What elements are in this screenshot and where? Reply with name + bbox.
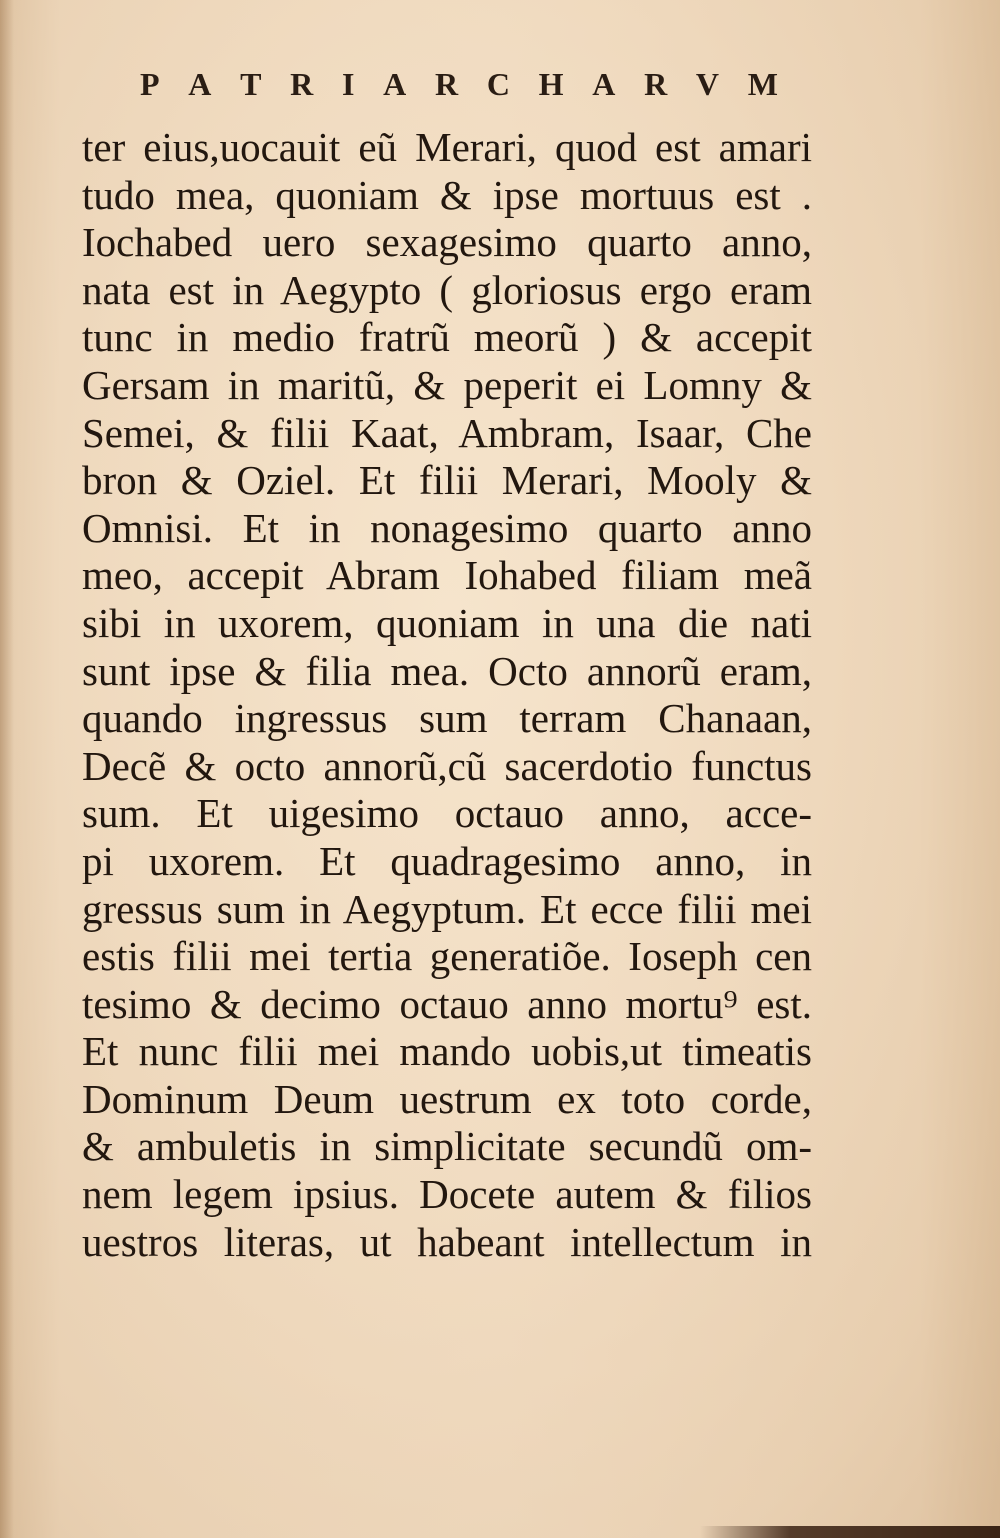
running-head [140, 66, 780, 103]
text-line: tunc in medio fratrũ meorũ ) & accepit [82, 314, 812, 361]
page-edge-shadow [700, 1526, 1000, 1538]
running-head-letter: R [290, 66, 316, 102]
running-head-letter: M [747, 66, 780, 102]
text-line: sunt ipse & filia mea. Octo annorũ eram, [82, 647, 812, 694]
running-head-letter: A [383, 66, 409, 102]
running-head-letter: P [140, 66, 162, 102]
body-text [82, 124, 812, 1266]
text-line: bron & Oziel. Et filii Merari, Mooly & [82, 457, 812, 504]
running-head-letter: R [434, 66, 461, 102]
text-line: Semei, & filii Kaat, Ambram, Isaar, Che [82, 409, 812, 456]
text-line: nem legem ipsius. Docete autem & filios [82, 1171, 812, 1218]
running-head-letter: V [695, 66, 722, 102]
text-line: Iochabed uero sexagesimo quarto anno, [82, 219, 812, 266]
text-line: Et nunc filii mei mando uobis,ut timeatis [82, 1028, 812, 1075]
text-line: estis filii mei tertia generatiõe. Ioseph cen [82, 933, 812, 980]
spine-shadow [0, 0, 14, 1538]
text-line: quando ingressus sum terram Chanaan, [82, 695, 812, 742]
text-line: uestros literas, ut habeant intellectum in [82, 1218, 812, 1265]
text-line: ter eius,uocauit eũ Merari, quod est amari [82, 124, 812, 170]
running-head-letter: R [644, 66, 670, 102]
text-line: & ambuletis in simplicitate secundũ om- [82, 1123, 812, 1170]
running-head-letter: A [592, 66, 618, 102]
text-line: gressus sum in Aegyptum. Et ecce filii mei [82, 885, 812, 932]
text-line: Gersam in maritũ, & peperit ei Lomny & [82, 361, 812, 408]
text-line: pi uxorem. Et quadragesimo anno, in [82, 837, 812, 884]
text-line: Decẽ & octo annorũ,cũ sacerdotio functus [82, 742, 812, 789]
running-head-letter: I [341, 66, 357, 102]
text-line: meo, accepit Abram Iohabed filiam meã [82, 552, 812, 599]
running-head-letter: C [486, 66, 512, 102]
text-line: nata est in Aegypto ( gloriosus ergo eram [82, 266, 812, 313]
text-line: sibi in uxorem, quoniam in una die nati [82, 599, 812, 646]
text-line: sum. Et uigesimo octauo anno, acce- [82, 790, 812, 837]
text-line: tudo mea, quoniam & ipse mortuus est . [82, 171, 812, 218]
text-line: Dominum Deum uestrum ex toto corde, [82, 1075, 812, 1122]
running-head-letter: T [240, 66, 264, 102]
text-line: Omnisi. Et in nonagesimo quarto anno [82, 504, 812, 551]
running-head-letter: H [538, 66, 566, 102]
running-head-letter: A [188, 66, 214, 102]
text-line: tesimo & decimo octauo anno mortu⁹ est. [82, 980, 812, 1027]
